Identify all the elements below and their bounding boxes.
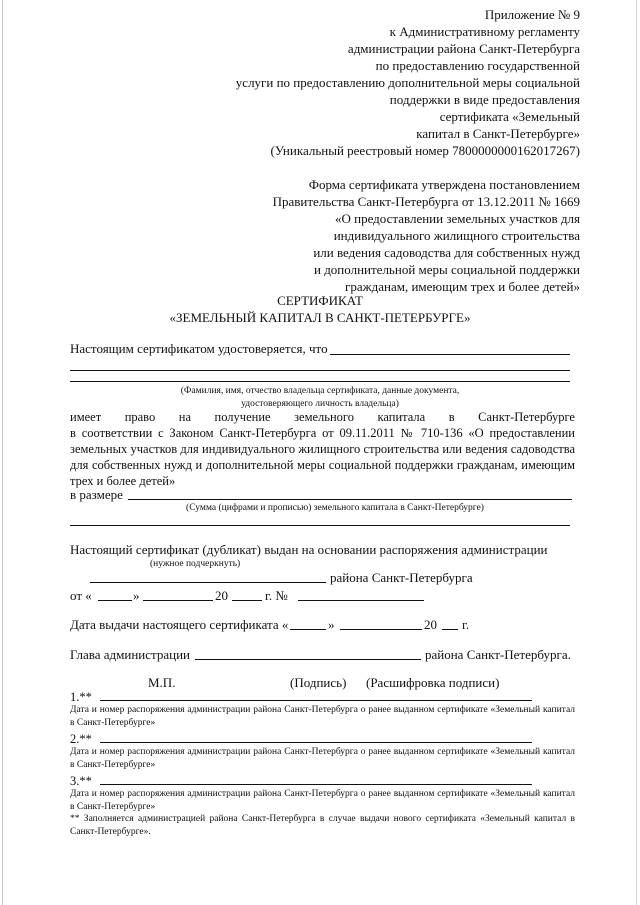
form-note-line: гражданам, имеющим трех и более детей» [345, 279, 580, 294]
footnote: ** Заполняется администрацией района Санкт-Петербурга в случае выдачи нового сертификата «Земельный капитал в Санкт-Петербурге». [70, 814, 575, 837]
district-suffix: района Санкт-Петербурга [330, 570, 473, 585]
year-prefix: 20 [215, 588, 228, 603]
scan-edge-right [636, 0, 637, 905]
right-paragraph: в соответствии с Законом Санкт-Петербурга от 09.11.2011 № 710-136 «О предоставлении земельных участков для индивидуального жилищного строительства или ведения садоводства для собственных нужд и дополнительной меры социальной поддержки гражданам, имеющим трех и более детей» [70, 426, 575, 488]
form-approval-note [273, 176, 580, 295]
issue-year-field[interactable] [442, 629, 458, 630]
owner-name-field-line2[interactable] [70, 370, 570, 371]
signature-decode-label: (Расшифровка подписи) [366, 675, 500, 690]
amount-hint: (Сумма (цифрами и прописью) земельного капитала в Санкт-Петербурге) [186, 503, 484, 513]
appendix-header [236, 6, 580, 159]
issue-year-prefix: 20 [424, 617, 437, 632]
note-1-field[interactable] [100, 700, 532, 701]
order-month-field[interactable] [143, 600, 213, 601]
appendix-line: (Уникальный реестровый номер 7800000000162017267) [270, 143, 580, 158]
order-number-field[interactable] [298, 600, 424, 601]
certificate-subtitle: «ЗЕМЕЛЬНЫЙ КАПИТАЛ В САНКТ-ПЕТЕРБУРГЕ» [169, 310, 471, 325]
signature-label: (Подпись) [290, 675, 347, 690]
appendix-line: сертификата «Земельный [439, 109, 580, 124]
date-from-label: от « [70, 588, 92, 603]
form-note-line: или ведения садоводства для собственных нужд [313, 245, 580, 260]
issue-day-field[interactable] [290, 629, 326, 630]
note-number: 2.** [70, 732, 92, 746]
issued-basis: Настоящий сертификат (дубликат) выдан на основании распоряжения администрации [70, 542, 548, 557]
owner-hint-2: удостоверяющего личность владельца) [241, 399, 399, 409]
form-note-line: Правительства Санкт-Петербурга от 13.12.2011 № 1669 [272, 194, 580, 209]
appendix-line: капитал в Санкт-Петербурге» [416, 126, 580, 141]
certifies-label: Настоящим сертификатом удостоверяется, что [70, 341, 328, 356]
appendix-line: услуги по предоставлению дополнительной меры социальной [235, 75, 580, 90]
note-text: Дата и номер распоряжения администрации района Санкт-Петербурга о ранее выданном сертификате «Земельный капитал в Санкт-Петербурге» [70, 789, 575, 812]
head-label: Глава администрации [70, 647, 191, 662]
issue-date-label: Дата выдачи настоящего сертификата « [70, 617, 289, 632]
order-year-field[interactable] [232, 600, 262, 601]
appendix-line: Приложение № 9 [484, 7, 580, 22]
order-day-field[interactable] [98, 600, 132, 601]
appendix-line: администрации района Санкт-Петербурга [347, 41, 580, 56]
note-text: Дата и номер распоряжения администрации района Санкт-Петербурга о ранее выданном сертификате «Земельный капитал в Санкт-Петербурге» [70, 747, 575, 770]
note-number: 3.** [70, 774, 92, 788]
administration-name-field[interactable] [90, 582, 326, 583]
seal-label: М.П. [148, 675, 176, 690]
form-note-line: индивидуального жилищного строительства [333, 228, 580, 243]
issue-quote-close: » [328, 617, 335, 632]
appendix-line: поддержки в виде предоставления [389, 92, 580, 107]
appendix-line: к Административному регламенту [389, 24, 580, 39]
amount-field[interactable] [128, 499, 572, 500]
head-name-field[interactable] [195, 659, 421, 660]
scan-edge-left [2, 0, 3, 905]
date-quote-close: » [133, 588, 140, 603]
owner-name-field[interactable] [330, 354, 570, 355]
note-3-field[interactable] [100, 784, 532, 785]
note-text: Дата и номер распоряжения администрации района Санкт-Петербурга о ранее выданном сертификате «Земельный капитал в Санкт-Петербурге» [70, 705, 575, 728]
underline-hint: (нужное подчеркнуть) [150, 559, 241, 569]
issue-month-field[interactable] [340, 629, 422, 630]
head-suffix: района Санкт-Петербурга. [425, 647, 571, 662]
owner-name-field-line3[interactable] [70, 381, 570, 382]
order-number-label: г. № [265, 588, 288, 603]
amount-field-line2[interactable] [70, 525, 570, 526]
note-2-field[interactable] [100, 742, 532, 743]
right-first-line: имеет право на получение земельного капитала в Санкт-Петербурге [70, 410, 575, 424]
form-note-line: и дополнительной меры социальной поддержки [313, 262, 580, 277]
certificate-title: СЕРТИФИКАТ [277, 293, 363, 308]
form-note-line: Форма сертификата утверждена постановлением [308, 177, 580, 192]
owner-hint: (Фамилия, имя, отчество владельца сертификата, данные документа, [180, 386, 460, 396]
appendix-line: по предоставлению государственной [375, 58, 580, 73]
amount-label: в размере [70, 487, 123, 502]
note-number: 1.** [70, 690, 92, 704]
form-note-line: «О предоставлении земельных участков для [334, 211, 580, 226]
issue-year-suffix: г. [462, 617, 470, 632]
